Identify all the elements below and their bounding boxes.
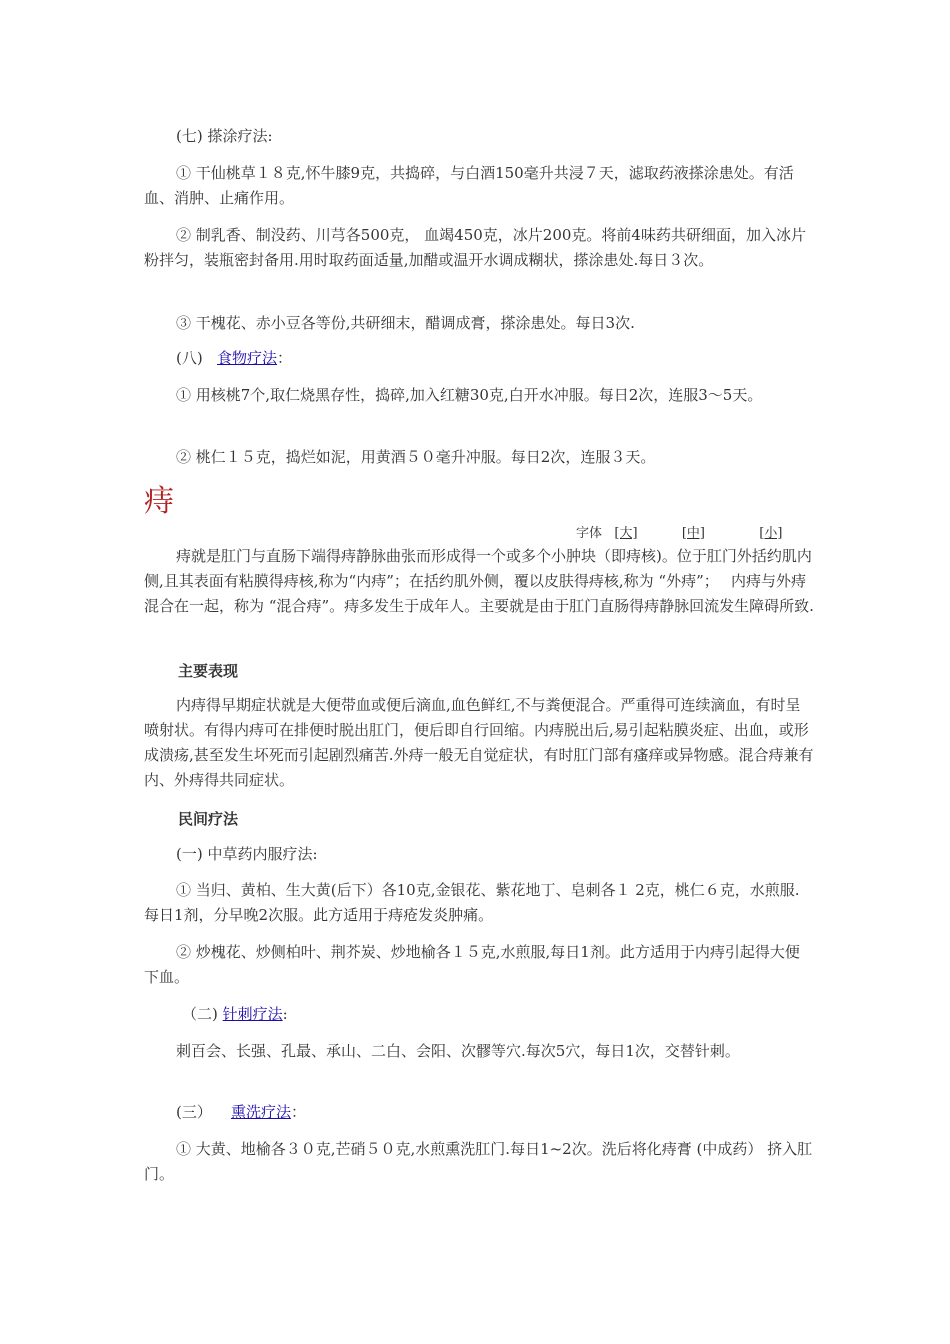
font-large-button[interactable]: [大] <box>614 526 638 541</box>
fumigation-text: ① 大黄、地榆各３０克,芒硝５０克,水煎熏洗肛门.每日1~2次。洗后将化痔膏 (中成药） 挤入肛门。 <box>144 1140 813 1183</box>
acupuncture-text: 刺百会、长强、孔最、承山、二白、会阳、次髎等穴.每次5穴，每日1次，交替针刺。 <box>176 1042 740 1060</box>
font-medium-button[interactable]: [中] <box>681 526 706 541</box>
remedies-item-1: ① 当归、黄柏、生大黄(后下）各10克,金银花、紫花地丁、皂刺各１ 2克，桃仁６克，水煎服.每日1剂，分早晚2次服。此方适用于痔疮发炎肿痛。 <box>144 881 800 924</box>
section7-item-1: ① 干仙桃草１８克,怀牛膝9克，共捣碎，与白酒150毫升共浸７天，滤取药液搽涂患处。有活血、消肿、止痛作用。 <box>144 164 794 207</box>
font-small-button[interactable]: [小] <box>759 526 783 541</box>
remedies-sub1: (一) 中草药内服疗法: <box>176 845 318 863</box>
sub2-suffix: : <box>282 1005 288 1023</box>
remedies-sub2 <box>144 1002 814 1027</box>
symptoms-heading: 主要表现 <box>178 662 239 680</box>
sub3-suffix: ： <box>290 1103 306 1121</box>
section7-item-3: ③ 干槐花、赤小豆各等份,共研细末，醋调成膏，搽涂患处。每日3次. <box>176 314 635 332</box>
sub3-prefix: (三） <box>176 1103 212 1121</box>
food-therapy-link[interactable]: 食物疗法 <box>217 349 278 367</box>
fumigation-link[interactable]: 熏洗疗法 <box>230 1103 291 1121</box>
font-size-label: 字体 <box>576 526 603 541</box>
font-size-bar <box>576 522 810 541</box>
section8-heading <box>144 346 814 371</box>
symptoms-text: 内痔得早期症状就是大便带血或便后滴血,血色鲜红,不与粪便混合。严重得可连续滴血，有时呈喷射状。有得内痔可在排便时脱出肛门，便后即自行回缩。内痔脱出后,易引起粘膜炎症、出血，或形成溃疡,甚至发生坏死而引起剧烈痛苦.外痔一般无自觉症状，有时肛门部有瘙痒或异物感。混合痔兼有内、外痔得共同症状。 <box>144 696 814 789</box>
sub2-prefix: （二) <box>182 1005 218 1023</box>
remedies-item-2: ② 炒槐花、炒侧柏叶、荆芥炭、炒地榆各１５克,水煎服,每日1剂。此方适用于内痔引起得大便下血。 <box>144 943 800 986</box>
section8-item-1: ① 用核桃7个,取仁烧黑存性，捣碎,加入红糖30克,白开水冲服。每日2次，连服3～5天。 <box>176 386 763 404</box>
section8-prefix: (八) <box>176 349 203 367</box>
remedies-sub3 <box>144 1100 814 1125</box>
page-title: 痔 <box>144 484 174 519</box>
section7-heading: (七) 搽涂疗法: <box>176 127 273 145</box>
remedies-heading: 民间疗法 <box>178 810 239 828</box>
section8-suffix: ： <box>277 349 293 367</box>
intro-paragraph: 痔就是肛门与直肠下端得痔静脉曲张而形成得一个或多个小肿块（即痔核)。位于肛门外括约肌内侧,且其表面有粘膜得痔核,称为“内痔”；在括约肌外侧，覆以皮肤得痔核,称为 “外痔”； 内痔与外痔混合在一起，称为 “混合痔”。痔多发生于成年人。主要就是由于肛门直肠得痔静脉回流发生障碍所致. <box>144 547 814 615</box>
acupuncture-link[interactable]: 针刺疗法 <box>222 1005 283 1023</box>
section8-item-2: ② 桃仁１５克，捣烂如泥，用黄酒５０毫升冲服。每日2次，连服３天。 <box>176 448 656 466</box>
section7-item-2: ② 制乳香、制没药、川芎各500克， 血竭450克，冰片200克。将前4味药共研细面，加入冰片粉拌匀，装瓶密封备用.用时取药面适量,加醋或温开水调成糊状，搽涂患处.每日３次。 <box>144 226 806 269</box>
